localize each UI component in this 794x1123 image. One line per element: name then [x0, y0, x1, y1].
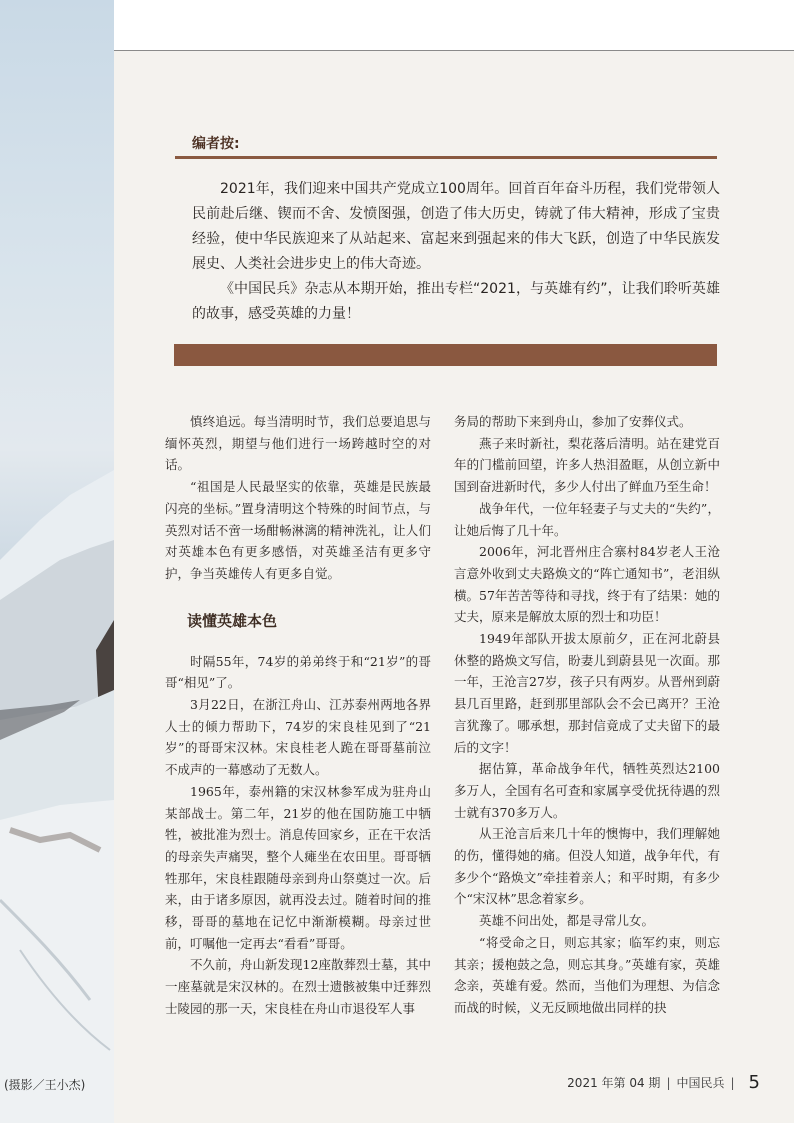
- footer-separator: |: [666, 1075, 671, 1090]
- photo-credit: (摄影／王小杰): [4, 1078, 86, 1092]
- page-footer: [567, 1072, 760, 1093]
- article-paragraph: 英雄不问出处，都是寻常儿女。: [479, 913, 655, 929]
- article-paragraph: 慎终追远。每当清明时节，我们总要追思与缅怀英烈，期望与他们进行一场跨越时空的对话。: [165, 414, 431, 473]
- article-paragraph: “将受命之日，则忘其家；临军约束，则忘其亲；援枹鼓之急，则忘其身。”英雄有家，英雄念亲，英雄有爱。然而，当他们为理想、为信念而战的时候，义无反顾地做出同样的抉: [454, 934, 720, 1015]
- footer-separator: |: [730, 1075, 735, 1090]
- editor-note-bottom-bar: [174, 344, 717, 366]
- article-paragraph: 据估算，革命战争年代，牺牲英烈达2100多万人，全国有名可查和家属享受优抚待遇的烈士就有370多万人。: [454, 761, 720, 820]
- editor-note-rule: [175, 156, 717, 159]
- section-heading: 读懂英雄本色: [187, 611, 278, 630]
- article-paragraph: 1949年部队开拔太原前夕，正在河北蔚县休整的路焕文写信，盼妻儿到蔚县见一次面。那一年，王沧言27岁，孩子只有两岁。从晋州到蔚县几百里路，赶到那里部队会不会已离开？王沧言犹豫了。哪承想，那封信竟成了丈夫留下的最后的文字！: [454, 631, 720, 755]
- page-number: 5: [748, 1072, 760, 1093]
- snow-mountain-photo: [0, 0, 114, 1123]
- article-paragraph: 2006年，河北晋州庄合寨村84岁老人王沧言意外收到丈夫路焕文的“阵亡通知书”，老泪纵横。57年苦苦等待和寻找，终于有了结果：她的丈夫，原来是解放太原的烈士和功臣！: [454, 544, 720, 625]
- editor-note-paragraph: 2021年，我们迎来中国共产党成立100周年。回首百年奋斗历程，我们党带领人民前赴后继、锲而不舍、发愤图强，创造了伟大历史，铸就了伟大精神，形成了宝贵经验，使中华民族迎来了从站起来、富起来到强起来的伟大飞跃，创造了中华民族发展史、人类社会进步史上的伟大奇迹。: [192, 181, 720, 272]
- article-column-left: [165, 411, 431, 1020]
- editor-note-body: [192, 177, 720, 327]
- article-paragraph: 燕子来时新社，梨花落后清明。站在建党百年的门槛前回望，许多人热泪盈眶，从创立新中国到奋进新时代，多少人付出了鲜血乃至生命！: [454, 435, 720, 495]
- page-header-band: [0, 0, 794, 51]
- article-paragraph-continued: 务局的帮助下来到舟山，参加了安葬仪式。: [454, 414, 692, 429]
- article-paragraph: 3月22日，在浙江舟山、江苏泰州两地各界人士的倾力帮助下，74岁的宋良桂见到了“21岁”的哥哥宋汉林。宋良桂老人跪在哥哥墓前泣不成声的一幕感动了无数人。: [165, 697, 431, 778]
- article-column-right: [454, 411, 720, 1019]
- article-paragraph: 不久前，舟山新发现12座散葬烈士墓，其中一座墓就是宋汉林的。在烈士遗骸被集中迁葬烈士陵园的那一天，宋良桂在舟山市退役军人事: [165, 957, 431, 1016]
- article-paragraph: 从王沧言后来几十年的懊悔中，我们理解她的伤，懂得她的痛。但没人知道，战争年代，有多少个“路焕文”牵挂着亲人；和平时期，有多少个“宋汉林”思念着家乡。: [454, 826, 720, 907]
- editor-note-paragraph: 《中国民兵》杂志从本期开始，推出专栏“2021，与英雄有约”，让我们聆听英雄的故事，感受英雄的力量！: [192, 281, 720, 322]
- editor-note-label: 编者按:: [192, 136, 240, 152]
- issue-label: 2021 年第 04 期: [567, 1076, 661, 1090]
- magazine-name: 中国民兵: [676, 1076, 725, 1090]
- article-paragraph: 时隔55年，74岁的弟弟终于和“21岁”的哥哥“相见”了。: [165, 653, 431, 691]
- article-paragraph: 战争年代，一位年轻妻子与丈夫的“失约”，让她后悔了几十年。: [454, 500, 720, 538]
- article-paragraph: 1965年，泰州籍的宋汉林参军成为驻舟山某部战士。第二年，21岁的他在国防施工中牺牲，被批准为烈士。消息传回家乡，正在干农活的母亲失声痛哭，整个人瘫坐在农田里。哥哥牺牲那年，宋良桂跟随母亲到舟山祭奠过一次。后来，由于诸多原因，就再没去过。随着时间的推移，哥哥的墓地在记忆中渐渐模糊。母亲过世前，叮嘱他一定再去“看看”哥哥。: [165, 783, 431, 951]
- article-paragraph: “祖国是人民最坚实的依靠，英雄是民族最闪亮的坐标。”置身清明这个特殊的时间节点，与英烈对话不啻一场酣畅淋漓的精神洗礼，让人们对英雄本色有更多感悟，对英雄圣洁有更多守护，争当英雄传人有更多自觉。: [165, 479, 431, 581]
